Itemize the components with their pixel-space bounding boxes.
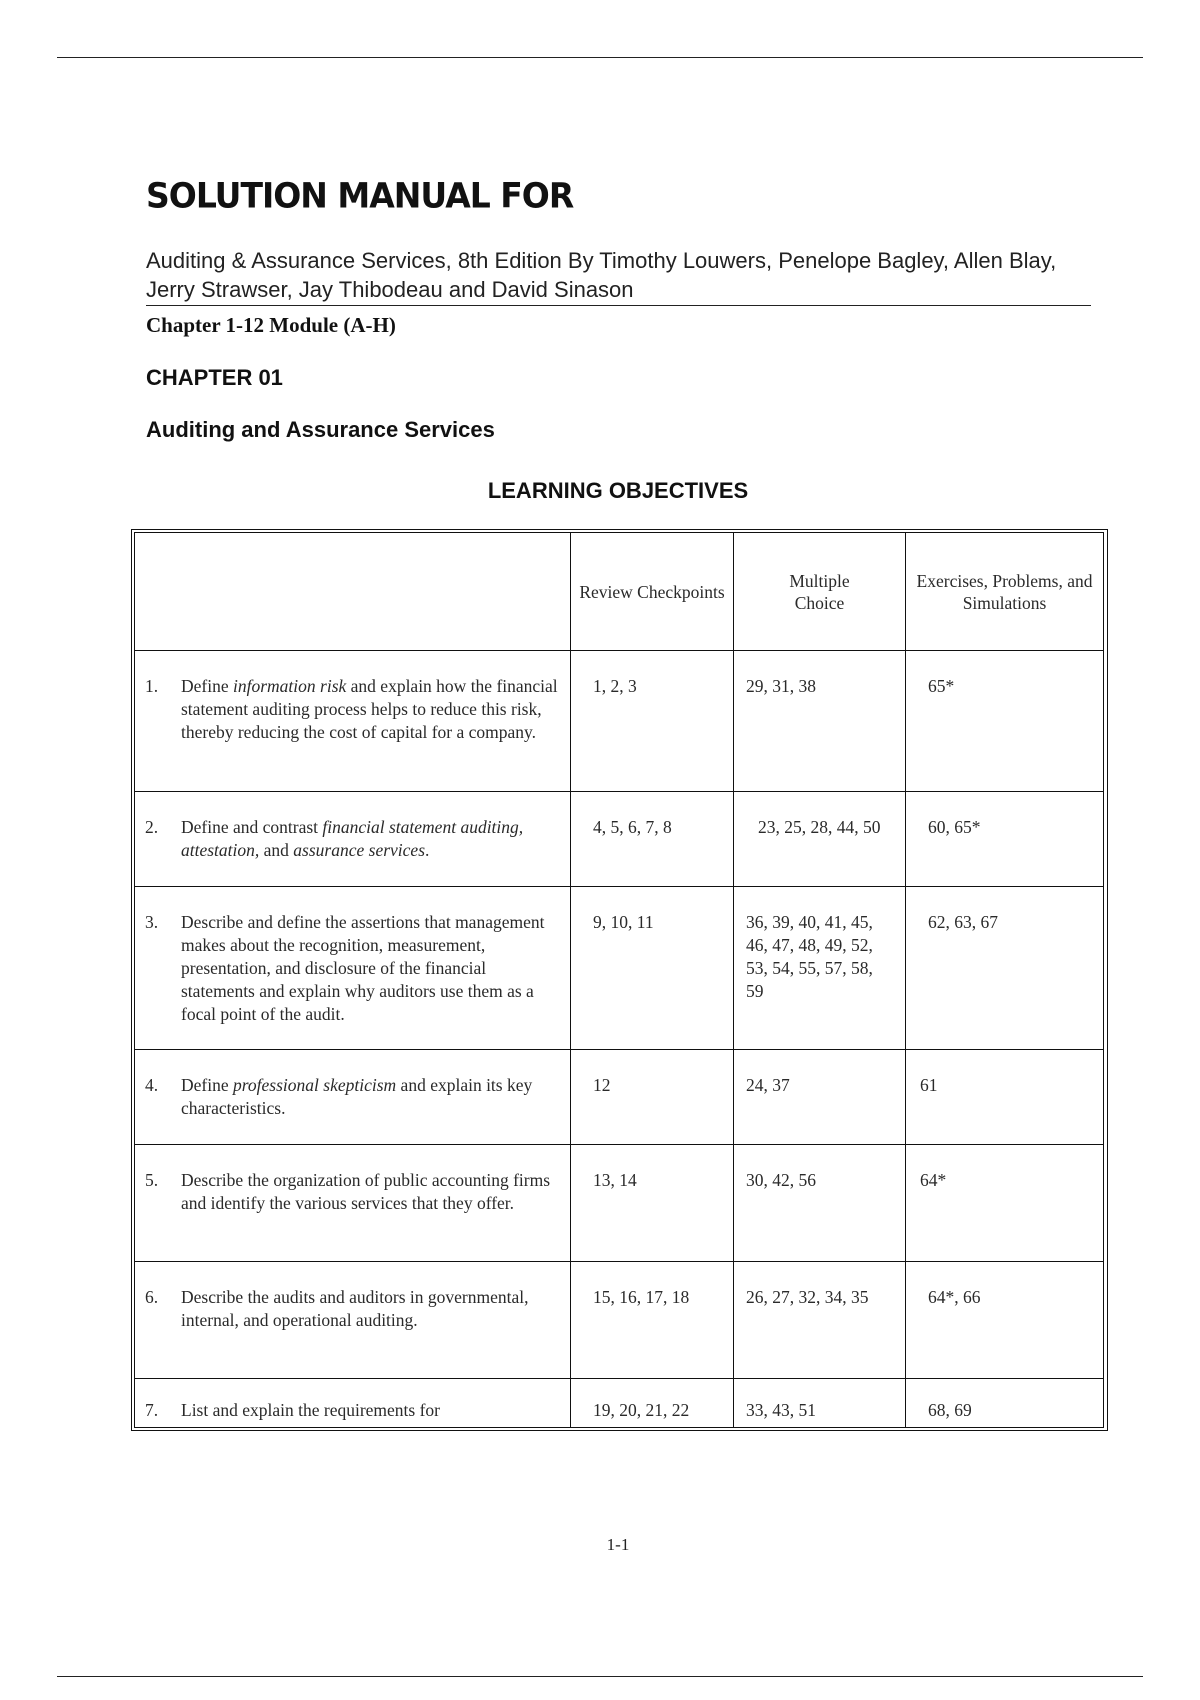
review-checkpoints-cell: 9, 10, 11	[593, 912, 654, 932]
module-label: Chapter 1-12 Module (A-H)	[146, 313, 396, 337]
exercises-cell: 60, 65*	[928, 817, 981, 837]
table-row	[135, 1379, 1104, 1428]
review-checkpoints-cell: 15, 16, 17, 18	[593, 1287, 690, 1307]
multiple-choice-cell: 26, 27, 32, 34, 35	[746, 1287, 869, 1307]
book-subtitle: Auditing & Assurance Services, 8th Edition By Timothy Louwers, Penelope Bagley, Allen Blay, Jerry Strawser, Jay Thibodeau and David Sinason	[146, 248, 1057, 302]
review-checkpoints-cell: 12	[593, 1075, 611, 1095]
exercises-cell: 64*, 66	[928, 1287, 981, 1307]
multiple-choice-cell: 29, 31, 38	[746, 676, 816, 696]
table-row	[135, 651, 1104, 792]
objective-text: 2. Define and contrast financial statement auditing, attestation, and assurance services.	[145, 817, 524, 860]
subtitle-rule	[146, 305, 1091, 306]
learning-objectives-table	[131, 529, 1108, 1431]
review-checkpoints-cell: 4, 5, 6, 7, 8	[593, 817, 672, 837]
document-title: SOLUTION MANUAL FOR	[146, 175, 574, 216]
exercises-cell: 65*	[928, 676, 955, 696]
table-row	[135, 1262, 1104, 1379]
top-rule	[57, 57, 1143, 58]
multiple-choice-cell: 36, 39, 40, 41, 45, 46, 47, 48, 49, 52, 53, 54, 55, 57, 58, 59	[746, 912, 873, 1001]
review-checkpoints-cell: 1, 2, 3	[593, 676, 637, 696]
multiple-choice-cell: 23, 25, 28, 44, 50	[758, 817, 881, 837]
learning-objectives-heading: LEARNING OBJECTIVES	[487, 478, 749, 503]
header-empty-cell	[135, 533, 571, 651]
multiple-choice-cell: 24, 37	[746, 1075, 790, 1095]
objective-text: 5. Describe the organization of public accounting firms and identify the various services that they offer.	[145, 1170, 551, 1213]
bottom-rule	[57, 1676, 1143, 1677]
column-header-multiple-choice: Multiple Choice	[734, 533, 906, 651]
exercises-cell: 64*	[920, 1170, 947, 1190]
objective-text: 1. Define information risk and explain how the financial statement auditing process helps to reduce this risk, thereby reducing the cost of capital for a company.	[145, 676, 558, 742]
exercises-cell: 61	[920, 1075, 938, 1095]
objective-text: 6. Describe the audits and auditors in governmental, internal, and operational auditing.	[145, 1287, 529, 1330]
table-row	[135, 1145, 1104, 1262]
table-row	[135, 1050, 1104, 1145]
column-header-exercises: Exercises, Problems, and Simulations	[906, 533, 1104, 651]
review-checkpoints-cell: 13, 14	[593, 1170, 637, 1190]
column-header-review: Review Checkpoints	[571, 533, 734, 651]
table-header-row	[135, 533, 1104, 651]
multiple-choice-cell: 33, 43, 51	[746, 1400, 816, 1420]
objective-text: 3. Describe and define the assertions that management makes about the recognition, measurement, presentation, and disclosure of the financial statements and explain why auditors use them as a focal point of the audit.	[145, 912, 545, 1024]
objective-text: 7. List and explain the requirements for	[145, 1400, 441, 1420]
exercises-cell: 68, 69	[928, 1400, 972, 1420]
chapter-title: Auditing and Assurance Services	[146, 417, 495, 442]
review-checkpoints-cell: 19, 20, 21, 22	[593, 1400, 690, 1420]
objective-text: 4. Define professional skepticism and explain its key characteristics.	[145, 1075, 533, 1118]
table-row	[135, 792, 1104, 887]
page-number: 1-1	[606, 1535, 630, 1554]
exercises-cell: 62, 63, 67	[928, 912, 998, 932]
table-row	[135, 887, 1104, 1050]
multiple-choice-cell: 30, 42, 56	[746, 1170, 816, 1190]
chapter-number: CHAPTER 01	[146, 365, 283, 390]
